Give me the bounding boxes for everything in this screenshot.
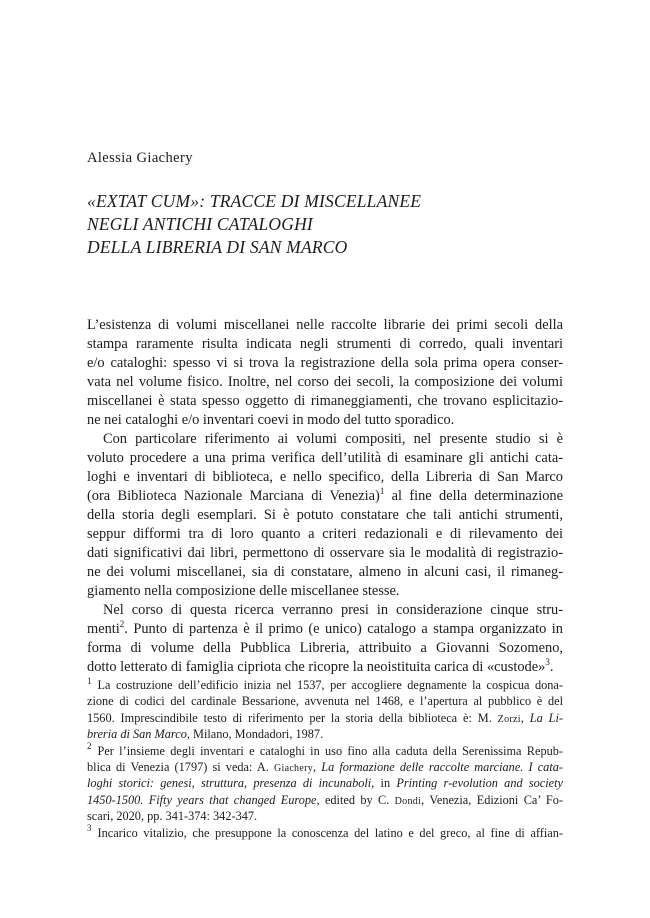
text-line: e/o cataloghi: spesso vi si trova la registrazione della sola prima opera conser- [87, 355, 563, 371]
text-line: della storia degli esemplari. Si è potuto constatare che tali antichi strumenti, [87, 507, 563, 523]
text-line: vata nel volume fisico. Inoltre, nel corso dei secoli, la composizione dei volumi [87, 374, 563, 390]
footnote-ref-3[interactable]: 3 [545, 657, 550, 668]
text-line: breria di San Marco, Milano, Mondadori, 1987. [87, 727, 324, 742]
author-name [87, 150, 193, 167]
footnote-ref-2[interactable]: 2 [119, 619, 125, 630]
text-line: voluto procedere a una prima verifica dell’utilità di esaminare gli antichi cata- [87, 450, 563, 466]
text-line: $^2$ Per l’insieme degli inventari e cataloghi in uso fino alla caduta della Serenissima Repub- [87, 741, 563, 758]
footnote-ref-1[interactable]: 1 [379, 486, 385, 497]
title-line: DELLA LIBRERIA DI SAN MARCO [87, 237, 348, 257]
text-line: dati significativi dai libri, permettono di osservare sia le modalità di registrazio- [87, 545, 563, 561]
text-line: Con particolare riferimento ai volumi compositi, nel presente studio si è [103, 431, 563, 447]
text-line: (ora Biblioteca Nazionale Marciana di Venezia)$^1$ al fine della determinazione [87, 486, 563, 504]
text-line: ne nei cataloghi e/o inventari coevi in modo del tutto sporadico. [87, 412, 455, 428]
text-line: loghi e inventari di biblioteca, e nello specifico, della Libreria di San Marco [87, 469, 563, 485]
text-line: loghi storici: genesi, struttura, presenza di incunaboli, in Printing r-evolution and society [87, 776, 563, 791]
text-line: Nel corso di questa ricerca verranno presi in considerazione cinque stru- [103, 602, 563, 618]
text-line: $^3$ Incarico vitalizio, che presuppone la conoscenza del latino e del greco, al fine di affian- [87, 823, 563, 840]
paragraph-3 [87, 601, 563, 677]
author-first-name: Alessia [87, 150, 133, 166]
text-line: miscellanei è stata spesso oggetto di rimaneggiamenti, che trovano esplicitazio- [87, 393, 563, 409]
text-line: giamento nella composizione delle miscellanee stesse. [87, 583, 400, 599]
text-line: stampa raramente risulta indicata negli strumenti di corredo, quali inventari [87, 336, 563, 352]
text-line: 1560. Imprescindibile testo di riferimento per la storia della biblioteca è: M. Zorzi, La Li- [87, 710, 563, 725]
text-line: menti$^2$. Punto di partenza è il primo (e unico) catalogo a stampa organizzato in [87, 619, 563, 637]
text-line: zione di codici del cardinale Bessarione, avvenuta nel 1468, e l’apertura al pubblico è del [87, 694, 563, 709]
footnote-number: 2 [87, 741, 92, 752]
text-line: forma di volume della Pubblica Libreria, attribuito a Giovanni Sozomeno, [87, 640, 563, 656]
title-line: NEGLI ANTICHI CATALOGHI [87, 214, 313, 234]
text-line: $^1$ La costruzione dell’edificio inizia nel 1537, per accogliere degnamente la cospicua dona- [87, 675, 563, 692]
text-line: 1450-1500. Fifty years that changed Europe, edited by C. Dondi, Venezia, Edizioni Ca’ Fo- [87, 792, 563, 807]
text-line: L’esistenza di volumi miscellanei nelle raccolte librarie dei primi secoli della [87, 317, 563, 333]
title-line: «EXTAT CUM»: TRACCE DI MISCELLANEE [87, 191, 422, 211]
footnote-number: 3 [87, 823, 92, 834]
text-line: seppur difformi tra di loro quanto a criteri redazionali e di rilevamento dei [87, 526, 563, 542]
text-line: scari, 2020, pp. 341-374: 342-347. [87, 809, 258, 824]
footnote-3 [87, 825, 563, 841]
paragraph-1 [87, 316, 563, 430]
footnotes [87, 677, 563, 841]
text-line: ne dei volumi miscellanei, sia di constatare, almeno in alcuni casi, il rimaneg- [87, 564, 563, 580]
footnote-2 [87, 743, 563, 825]
text-line: blica di Venezia (1797) si veda: A. Giachery, La formazione delle raccolte marciane. I cata- [87, 759, 563, 774]
footnote-number: 1 [87, 675, 92, 686]
body-text [87, 316, 563, 677]
text-line: dotto letterato di famiglia cipriota che ricopre la neoistituita carica di «custode»$^3$. [87, 657, 554, 675]
footnote-1 [87, 677, 563, 743]
article-title [87, 190, 567, 259]
paragraph-2 [87, 430, 563, 601]
author-last-name: Giachery [136, 150, 193, 166]
